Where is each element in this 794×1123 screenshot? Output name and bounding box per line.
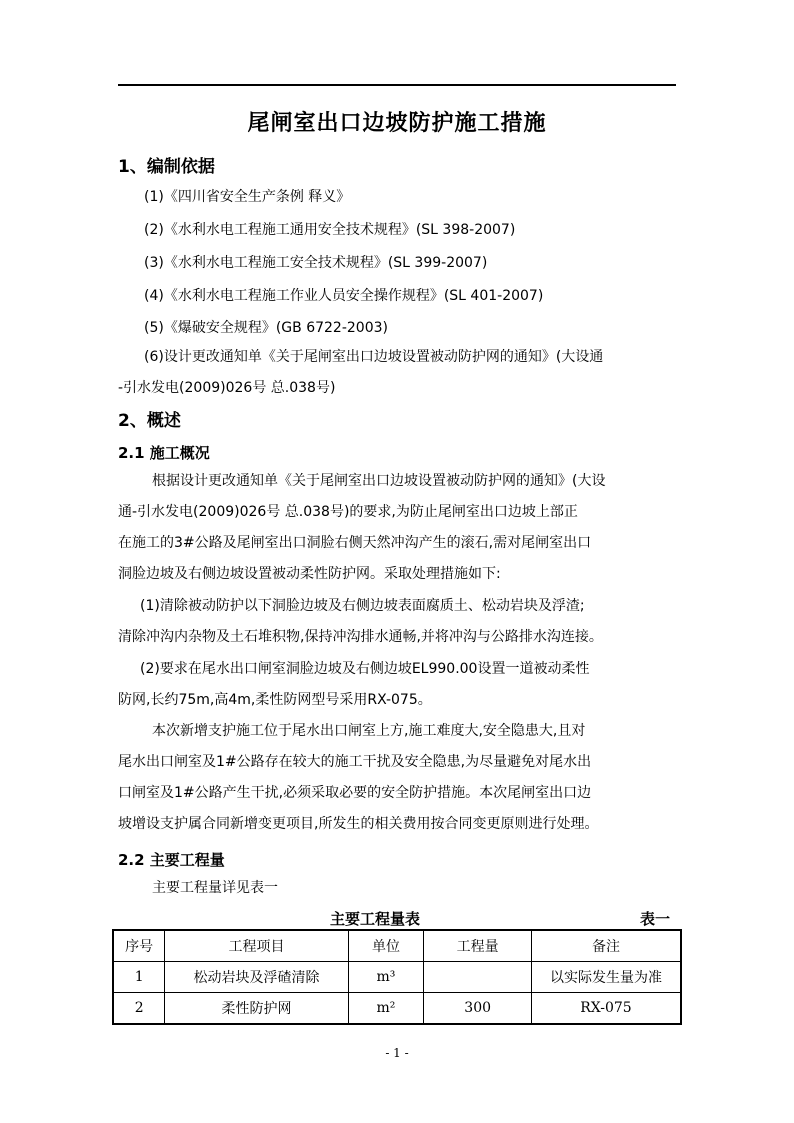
header-remarks: 备注 <box>531 930 681 962</box>
overview-paragraph-3 <box>118 654 678 716</box>
row-1-quantity <box>424 962 532 993</box>
header-seq: 序号 <box>113 930 165 962</box>
overview-p4-line-3: 口闸室及1#公路产生干扰,必须采取必要的安全防护措施。本次尾闸室出口边 <box>118 785 592 801</box>
overview-p3-line-1: (2)要求在尾水出口闸室洞脸边坡及右侧边坡EL990.00设置一道被动柔性 <box>140 661 590 677</box>
row-1-unit: m³ <box>348 962 424 993</box>
overview-p4-line-2: 尾水出口闸室及1#公路存在较大的施工干扰及安全隐患,为尽量避免对尾水出 <box>118 754 592 770</box>
table-number: 表一 <box>640 910 671 928</box>
overview-paragraph-1 <box>118 466 678 590</box>
document-title: 尾闸室出口边坡防护施工措施 <box>247 110 547 136</box>
reference-2: (2)《水利水电工程施工通用安全技术规程》(SL 398-2007) <box>144 222 516 238</box>
row-2-quantity: 300 <box>424 993 532 1025</box>
page-number: - 1 - <box>385 1046 409 1060</box>
row-2-unit: m² <box>348 993 424 1025</box>
overview-p1-line-1: 根据设计更改通知单《关于尾闸室出口边坡设置被动防护网的通知》(大设 <box>152 473 606 489</box>
quantity-table <box>112 929 682 1025</box>
row-2-seq: 2 <box>113 993 165 1025</box>
overview-p1-line-3: 在施工的3#公路及尾闸室出口洞脸右侧天然冲沟产生的滚石,需对尾闸室出口 <box>118 535 592 551</box>
section-1-heading: 1、编制依据 <box>118 157 215 177</box>
section-2-2-heading: 2.2 主要工程量 <box>118 851 225 869</box>
reference-5: (5)《爆破安全规程》(GB 6722-2003) <box>144 320 388 336</box>
overview-p1-line-2: 通-引水发电(2009)026号 总.038号)的要求,为防止尾闸室出口边坡上部正 <box>118 504 578 520</box>
header-item: 工程项目 <box>165 930 348 962</box>
reference-6-line-1: (6)设计更改通知单《关于尾闸室出口边坡设置被动防护网的通知》(大设通 <box>144 349 604 365</box>
overview-p1-line-4: 洞脸边坡及右侧边坡设置被动柔性防护网。采取处理措施如下: <box>118 566 501 582</box>
reference-6-line-2: -引水发电(2009)026号 总.038号) <box>118 380 336 396</box>
header-rule <box>118 84 676 86</box>
header-quantity: 工程量 <box>424 930 532 962</box>
row-2-item: 柔性防护网 <box>165 993 348 1025</box>
overview-p2-line-1: (1)清除被动防护以下洞脸边坡及右侧边坡表面腐质土、松动岩块及浮渣; <box>140 598 585 614</box>
quantity-intro-text: 主要工程量详见表一 <box>152 880 278 896</box>
overview-p4-line-1: 本次新增支护施工位于尾水出口闸室上方,施工难度大,安全隐患大,且对 <box>152 723 586 739</box>
quantity-intro <box>118 873 678 904</box>
table-caption: 主要工程量表 <box>330 910 421 928</box>
table-header-row <box>113 930 681 962</box>
table-row <box>113 993 681 1025</box>
reference-3: (3)《水利水电工程施工安全技术规程》(SL 399-2007) <box>144 255 488 271</box>
overview-p2-line-2: 清除冲沟内杂物及土石堆积物,保持冲沟排水通畅,并将冲沟与公路排水沟连接。 <box>118 629 603 645</box>
row-1-seq: 1 <box>113 962 165 993</box>
reference-6 <box>118 342 678 404</box>
reference-4: (4)《水利水电工程施工作业人员安全操作规程》(SL 401-2007) <box>144 288 544 304</box>
section-2-1-heading: 2.1 施工概况 <box>118 444 210 462</box>
section-2-heading: 2、概述 <box>118 411 181 431</box>
overview-p4-line-4: 坡增设支护属合同新增变更项目,所发生的相关费用按合同变更原则进行处理。 <box>118 816 599 832</box>
overview-paragraph-4 <box>118 716 678 840</box>
row-1-remarks: 以实际发生量为准 <box>531 962 681 993</box>
overview-paragraph-2 <box>118 591 678 653</box>
reference-1: (1)《四川省安全生产条例 释义》 <box>144 189 351 205</box>
header-unit: 单位 <box>348 930 424 962</box>
overview-p3-line-2: 防网,长约75m,高4m,柔性防网型号采用RX-075。 <box>118 692 432 708</box>
row-1-item: 松动岩块及浮碴清除 <box>165 962 348 993</box>
row-2-remarks: RX-075 <box>531 993 681 1025</box>
table-row <box>113 962 681 993</box>
